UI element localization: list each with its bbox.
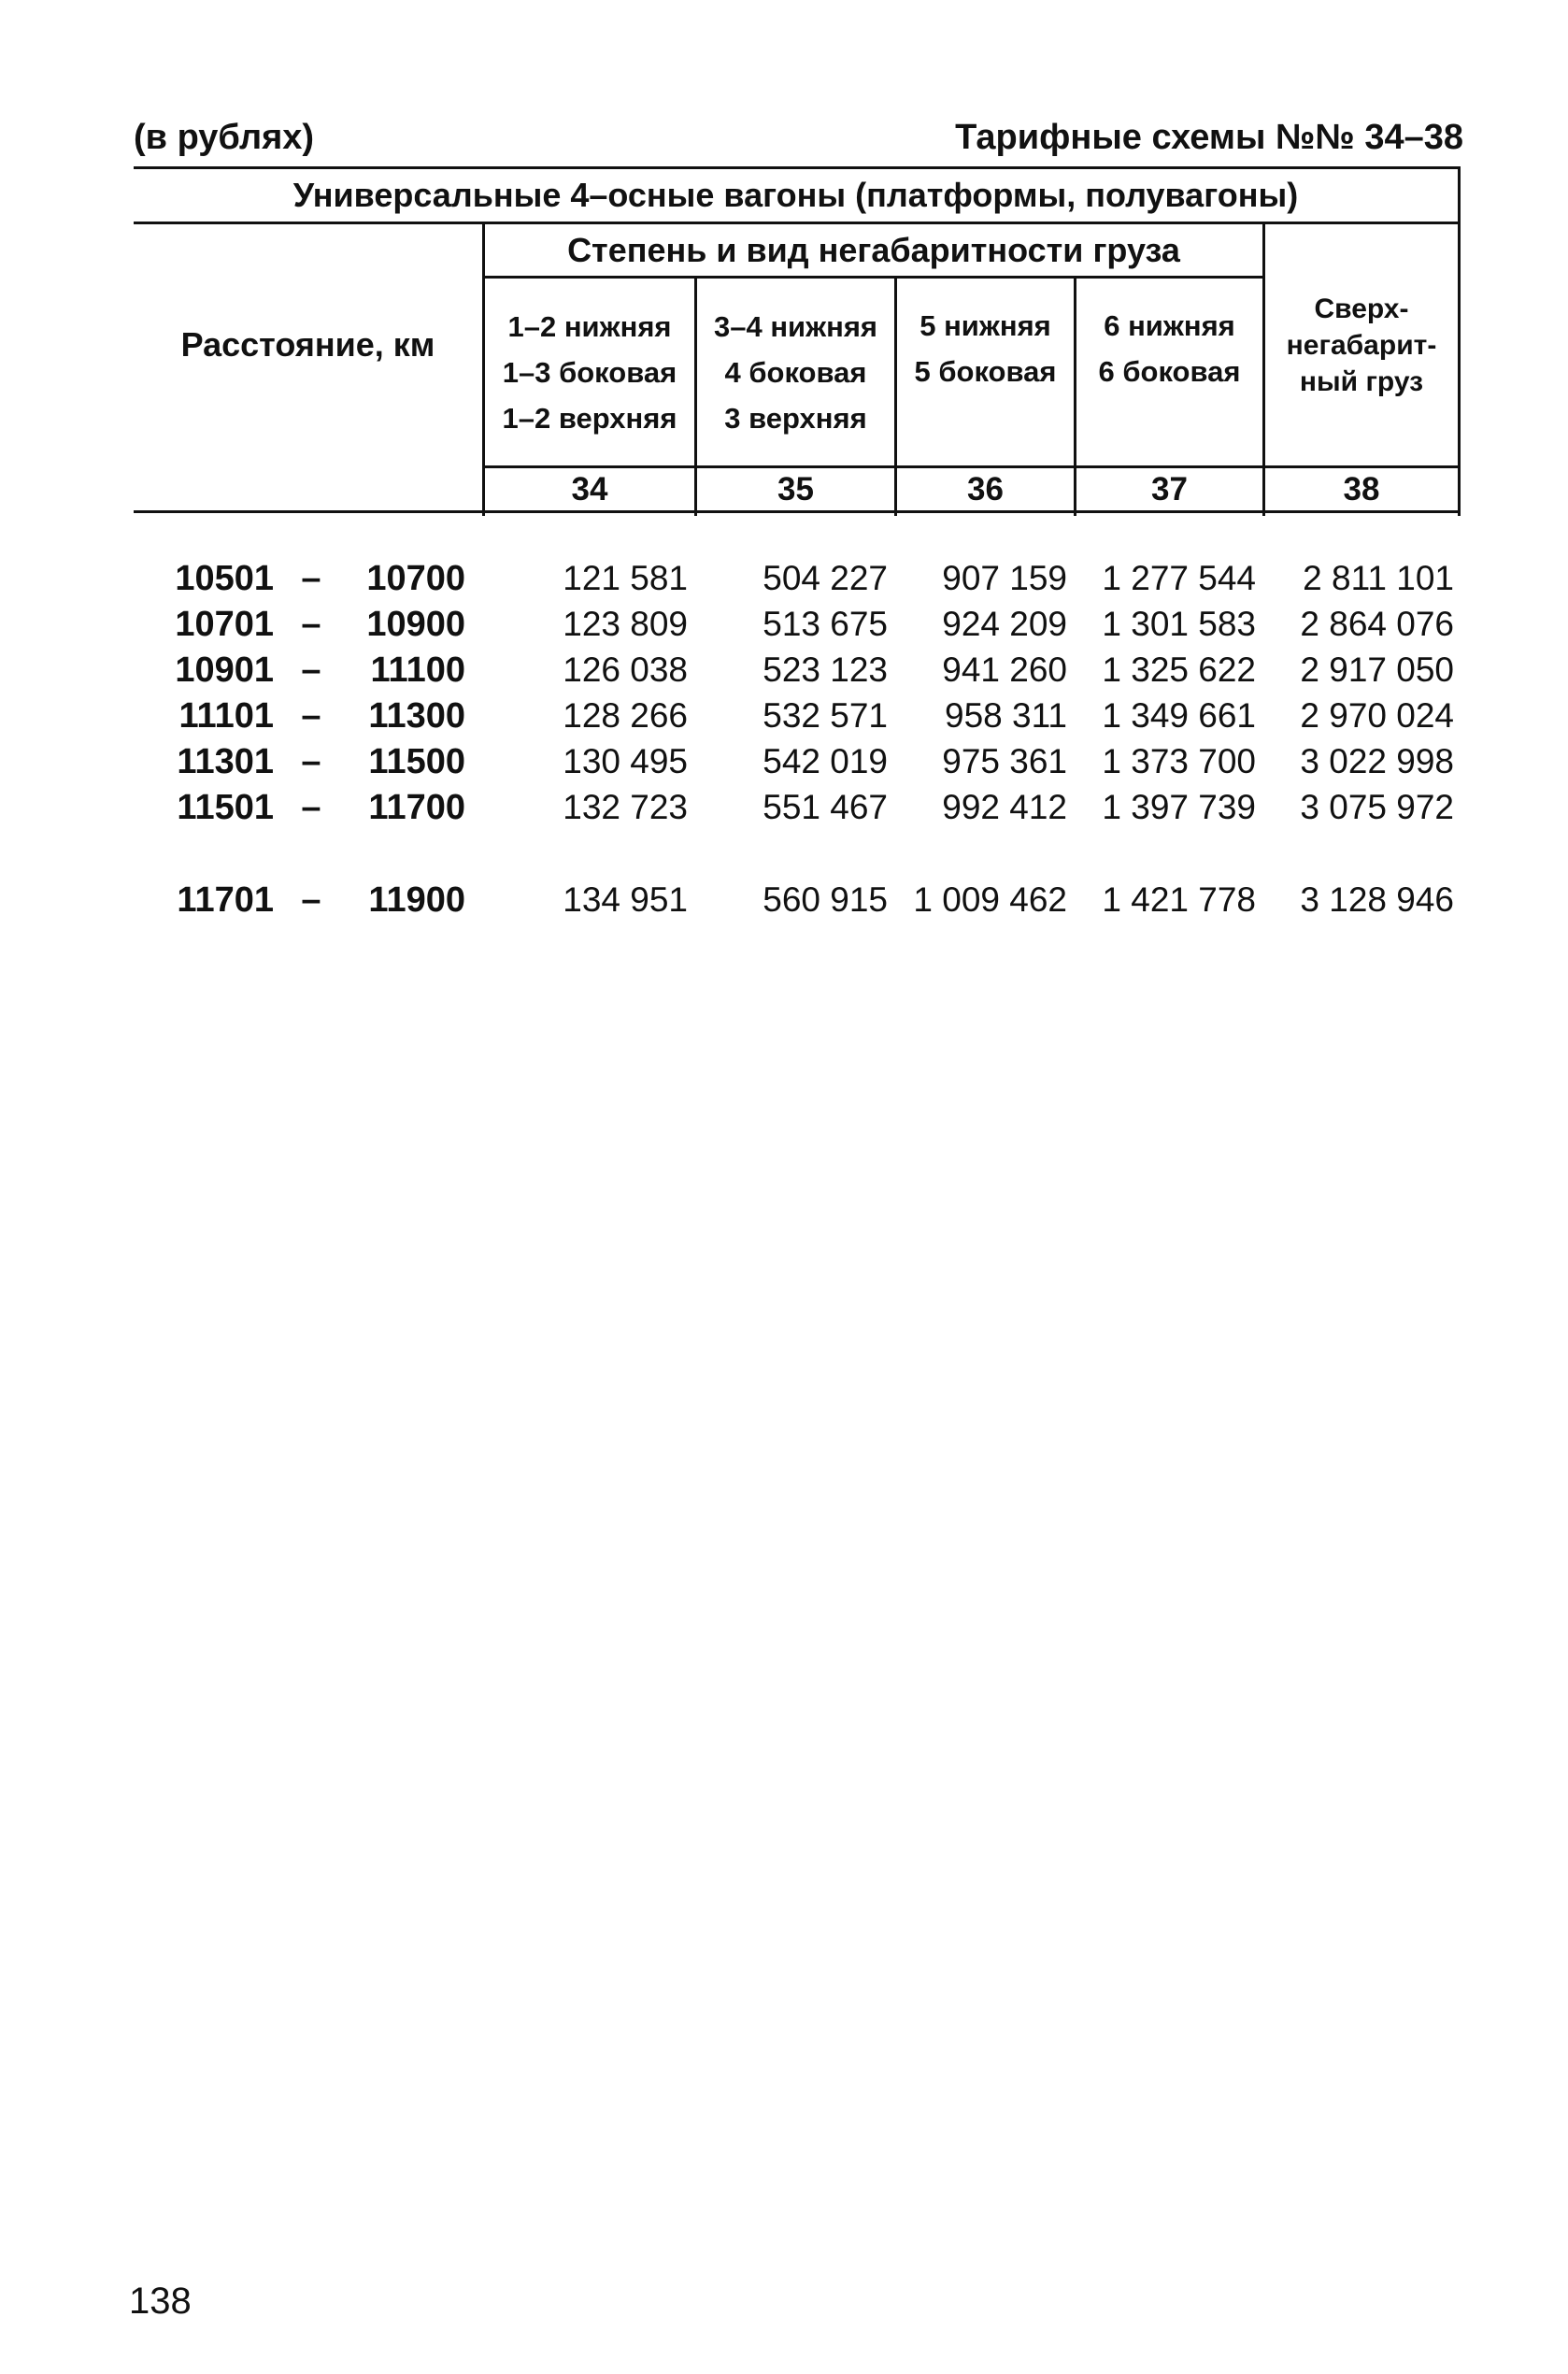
tariff-38: 3 075 972: [1300, 788, 1454, 826]
tariff-37: 1 373 700: [1102, 742, 1256, 780]
distance-to: 11100: [370, 651, 465, 690]
distance-to: 10700: [366, 559, 465, 598]
tariff-34: 128 266: [563, 696, 688, 735]
tariff-37: 1 301 583: [1102, 605, 1256, 643]
range-dash: –: [301, 651, 321, 690]
tariff-34: 134 951: [563, 880, 688, 919]
tariff-36: 1 009 462: [913, 880, 1067, 919]
col-number-38: 38: [1343, 470, 1380, 508]
col-header-37: [1076, 279, 1262, 419]
tariff-34: 123 809: [563, 605, 688, 643]
tariff-36: 975 361: [942, 742, 1067, 780]
tariff-38: 2 864 076: [1300, 605, 1454, 643]
col-number-35: 35: [777, 470, 814, 508]
tariff-37: 1 397 739: [1102, 788, 1256, 826]
distance-to: 11500: [368, 742, 465, 781]
col-37-line: 6 нижняя: [1104, 309, 1235, 342]
col-header-38: [1265, 224, 1458, 465]
tariff-37: 1 349 661: [1102, 696, 1256, 735]
tariff-37: 1 325 622: [1102, 651, 1256, 689]
distance-from: 10701: [175, 605, 274, 644]
distance-from: 10901: [175, 651, 274, 690]
range-dash: –: [301, 880, 321, 920]
range-dash: –: [301, 742, 321, 781]
tariff-35: 523 123: [763, 651, 888, 689]
rule-title-right: [1458, 166, 1461, 516]
distance-from: 11101: [178, 696, 274, 736]
table-row: [0, 647, 1568, 694]
range-dash: –: [301, 696, 321, 736]
unit-note: (в рублях): [134, 118, 315, 157]
col-35-line: 3 верхняя: [724, 401, 867, 435]
range-dash: –: [301, 605, 321, 644]
col-35-line: 3–4 нижняя: [714, 309, 877, 343]
distance-from: 10501: [175, 559, 274, 598]
col-35-line: 4 боковая: [724, 355, 867, 389]
table-row: [0, 693, 1568, 739]
tariff-38: 3 022 998: [1300, 742, 1454, 780]
col-38-line: негабарит-: [1286, 329, 1437, 361]
tariff-34: 121 581: [563, 559, 688, 597]
col-header-35: [697, 279, 894, 465]
tariff-34: 126 038: [563, 651, 688, 689]
distance-header: Расстояние, км: [180, 325, 435, 364]
tariff-34: 132 723: [563, 788, 688, 826]
rule-header-bottom: [134, 510, 1461, 513]
col-38-line: ный груз: [1299, 365, 1424, 397]
table-row: [0, 877, 1568, 923]
col-34-line: 1–2 верхняя: [502, 401, 677, 435]
tariff-35: 513 675: [763, 605, 888, 643]
col-36-line: 5 боковая: [914, 355, 1057, 388]
distance-from: 11501: [177, 788, 274, 827]
col-36-line: 5 нижняя: [919, 309, 1051, 342]
tariff-36: 941 260: [942, 651, 1067, 689]
col-34-line: 1–3 боковая: [502, 355, 677, 389]
page-number: 138: [129, 2281, 192, 2322]
table-row: [0, 601, 1568, 648]
tariff-34: 130 495: [563, 742, 688, 780]
tariff-36: 992 412: [942, 788, 1067, 826]
distance-to: 11300: [368, 696, 465, 736]
table-row: [0, 738, 1568, 785]
tariff-35: 542 019: [763, 742, 888, 780]
distance-to: 11900: [368, 880, 465, 920]
distance-to: 10900: [366, 605, 465, 644]
col-number-34: 34: [571, 470, 608, 508]
tariff-38: 2 917 050: [1300, 651, 1454, 689]
group-header: Степень и вид негабаритности груза: [567, 230, 1180, 269]
col-37-line: 6 боковая: [1098, 355, 1241, 388]
tariff-37: 1 277 544: [1102, 559, 1256, 597]
tariff-37: 1 421 778: [1102, 880, 1256, 919]
col-34-line: 1–2 нижняя: [507, 309, 672, 343]
col-number-36: 36: [967, 470, 1004, 508]
tariff-35: 551 467: [763, 788, 888, 826]
col-number-37: 37: [1151, 470, 1188, 508]
tariff-38: 2 970 024: [1300, 696, 1454, 735]
tariff-38: 3 128 946: [1300, 880, 1454, 919]
range-dash: –: [301, 788, 321, 827]
range-dash: –: [301, 559, 321, 598]
tariff-35: 504 227: [763, 559, 888, 597]
tariff-table-header: [134, 166, 1461, 516]
table-row: [0, 784, 1568, 831]
tariff-38: 2 811 101: [1303, 559, 1454, 597]
tariff-36: 907 159: [942, 559, 1067, 597]
tariff-36: 924 209: [942, 605, 1067, 643]
distance-from: 11701: [177, 880, 274, 920]
col-38-line: Сверх-: [1314, 293, 1409, 324]
tariff-35: 560 915: [763, 880, 888, 919]
distance-to: 11700: [368, 788, 465, 827]
table-row: [0, 555, 1568, 602]
col-header-34: [485, 279, 694, 465]
distance-from: 11301: [177, 742, 274, 781]
table-title: Универсальные 4–осные вагоны (платформы, полувагоны): [292, 176, 1299, 214]
tariff-schemes-title: Тарифные схемы №№ 34–38: [955, 118, 1463, 157]
tariff-35: 532 571: [763, 696, 888, 735]
tariff-36: 958 311: [945, 696, 1067, 735]
col-header-36: [897, 279, 1074, 419]
